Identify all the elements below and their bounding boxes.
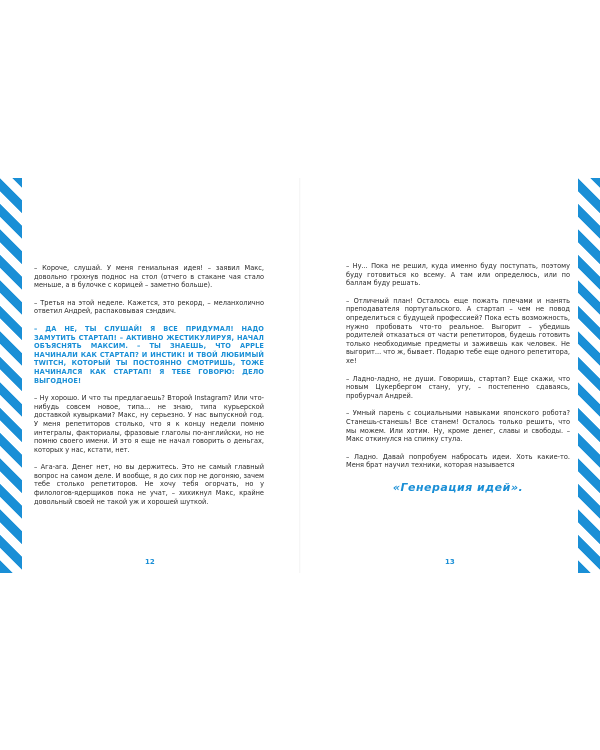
page-number-left: 12 [145,558,155,566]
paragraph: – Ладно-ладно, не души. Говоришь, стартап? Еще скажи, что новым Цукербергом стану, угу, – постепенно сдаваясь, пробурчал Андрей. [346,374,570,400]
paragraph: – Ладно. Давай попробуем набросать идеи. Хоть какие-то. Меня брат научил техники, которая называется [346,452,570,470]
right-stripe-border [578,178,600,573]
paragraph: – Третья на этой неделе. Кажется, это рекорд, – меланхолично ответил Андрей, распаковывая сэндвич. [34,298,264,316]
page-number-right: 13 [445,558,455,566]
paragraph: – Короче, слушай. У меня гениальная идея! – заявил Макс, довольно грохнув поднос на стол (отчего в стакане чая стало меньше, а в булочке с корицей – заметно больше). [34,264,264,290]
paragraph: – Умный парень с социальными навыками японского робота? Станешь-станешь! Все станем! Осталось только решить, что мы можем. Или хотим. Ну, кроме денег, славы и свободы. – Макс откинулся на спинку стула. [346,409,570,444]
paragraph: – Ну... Пока не решил, куда именно буду поступать, поэтому буду готовиться ко всему. А там или определюсь, или по баллам буду решать. [346,262,570,288]
left-stripe-border [0,178,22,573]
paragraph: – Отличный план! Осталось еще пожать плечами и нанять преподавателя португальского. А стартап – чем не повод определиться с будущей профессией? Пока есть возможность, нужно пробовать что-то реальное. Выгорит – убедишь родителей отказаться от части репетиторов, будешь готовить только необходимые предметы и заживешь как человек. Не выгорит... что ж, бывает. Подарю тебе еще одного репетитора, хе! [346,296,571,365]
right-page-text [346,262,570,492]
paragraph: – Ну хорошо. И что ты предлагаешь? Второй Instagram? Или что-нибудь совсем новое, типа... не знаю, типа курьерской доставкой кувырками? Макс, ну серьезно. У нас выпускной год. У меня репетиторов столько, что я к концу недели помню интегралы, факториалы, фразовые глаголы по-английски, но не помню своего имени. И это я еще не начал говорить о деньгах, которых у нас, кстати, нет. [34,394,264,454]
book-spread [0,178,600,573]
book-gutter [299,178,301,573]
accent-heading: «Генерация идей». [392,480,524,494]
emphasis-paragraph: – ДА НЕ, ТЫ СЛУШАЙ! Я ВСЕ ПРИДУМАЛ! НАДО ЗАМУТИТЬ СТАРТАП! – АКТИВНО ЖЕСТИКУЛИРУЯ, НАЧАЛ ОБЪЯСНЯТЬ МАКСИМ. – ТЫ ЗНАЕШЬ, ЧТО APPLE НАЧИНАЛИ КАК СТАРТАП? И ИНСТИК! И ТВОЙ ЛЮБИМЫЙ TWITCH, КОТОРЫЙ ТЫ ПОСТОЯННО СМОТРИШЬ, ТОЖЕ НАЧИНАЛСЯ КАК СТАРТАП! Я ТЕБЕ ГОВОРЮ: ДЕЛО ВЫГОДНОЕ! [34,324,264,385]
left-page-text [34,264,264,515]
paragraph: – Ага-ага. Денег нет, но вы держитесь. Это не самый главный вопрос на самом деле. И вообще, я до сих пор не догоняю, зачем тебе столько репетиторов. Не хочу тебя огорчать, но у филологов-ядерщиков пока не учат, – хихикнул Макс, крайне довольный своей не такой уж и хорошей шуткой. [34,463,264,506]
